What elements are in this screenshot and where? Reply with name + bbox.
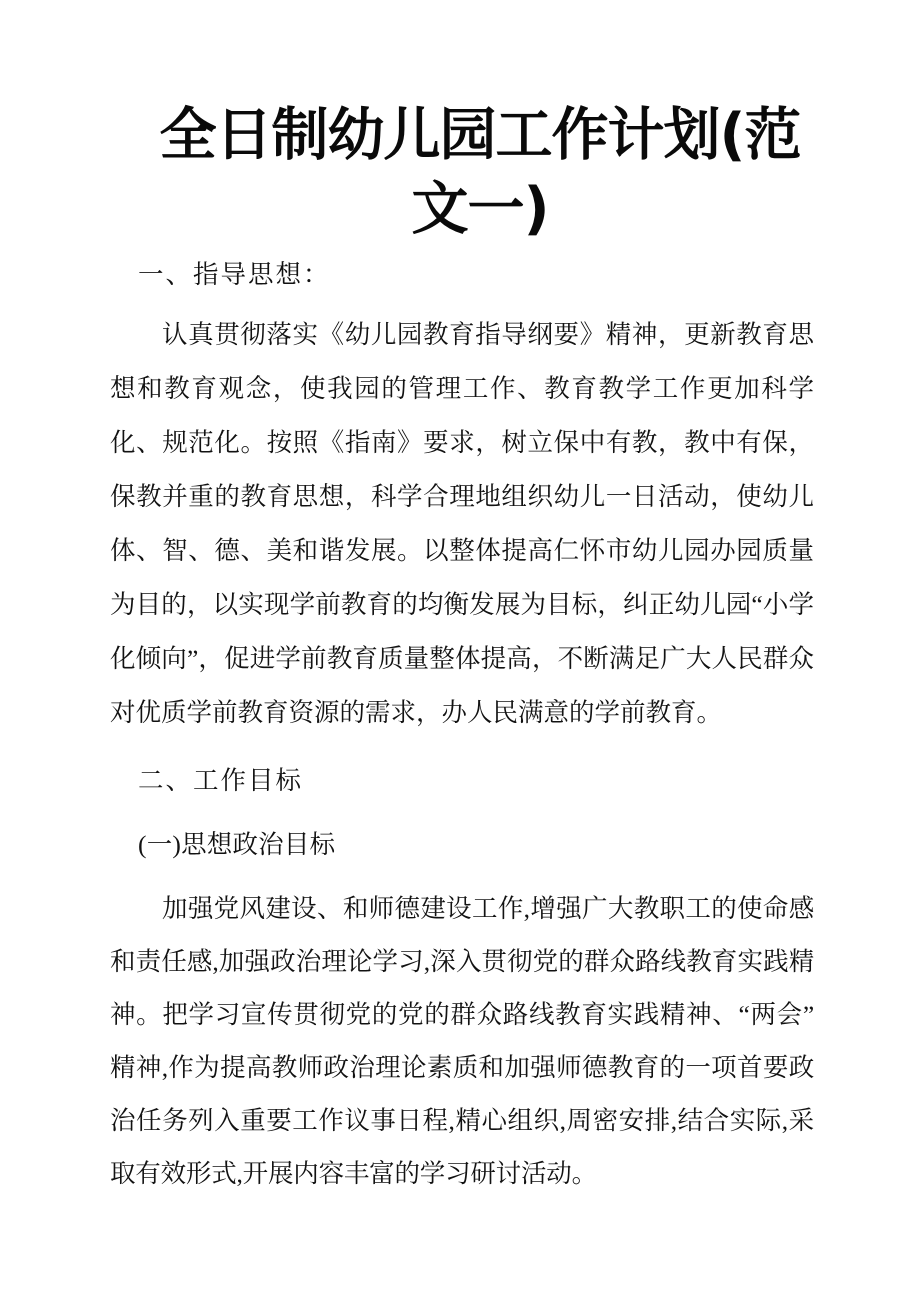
section-work-goals [110, 754, 814, 1200]
section-2-paragraph-1: 加强党风建设、和师德建设工作,增强广大教职工的使命感和责任感,加强政治理论学习,深入贯彻党的群众路线教育实践精神。把学习宣传贯彻党的党的群众路线教育实践精神、“两会”精神,作为提高教师政治理论素质和加强师德教育的一项首要政治任务列入重要工作议事日程,精心组织,周密安排,结合实际,采取有效形式,开展内容丰富的学习研讨活动。 [110, 894, 814, 1188]
section-2-heading: 二、工作目标 [138, 766, 304, 795]
spacer [110, 740, 814, 754]
spacer [110, 872, 814, 882]
section-guiding-ideology [110, 248, 814, 740]
document-body [110, 248, 814, 1200]
spacer [110, 808, 814, 818]
section-1-heading: 一、指导思想： [138, 260, 331, 289]
section-2-subheading: (一)思想政治目标 [138, 830, 336, 859]
page-title: 全日制幼儿园工作计划(范文一) [159, 102, 801, 242]
section-1-paragraph-1: 认真贯彻落实《幼儿园教育指导纲要》精神，更新教育思想和教育观念，使我园的管理工作、教育教学工作更加科学化、规范化。按照《指南》要求，树立保中有教，教中有保，保教并重的教育思想，科学合理地组织幼儿一日活动，使幼儿体、智、德、美和谐发展。以整体提高仁怀市幼儿园办园质量为目的，以实现学前教育的均衡发展为目标，纠正幼儿园“小学化倾向”，促进学前教育质量整体提高，不断满足广大人民群众对优质学前教育资源的需求，办人民满意的学前教育。 [110, 320, 814, 727]
